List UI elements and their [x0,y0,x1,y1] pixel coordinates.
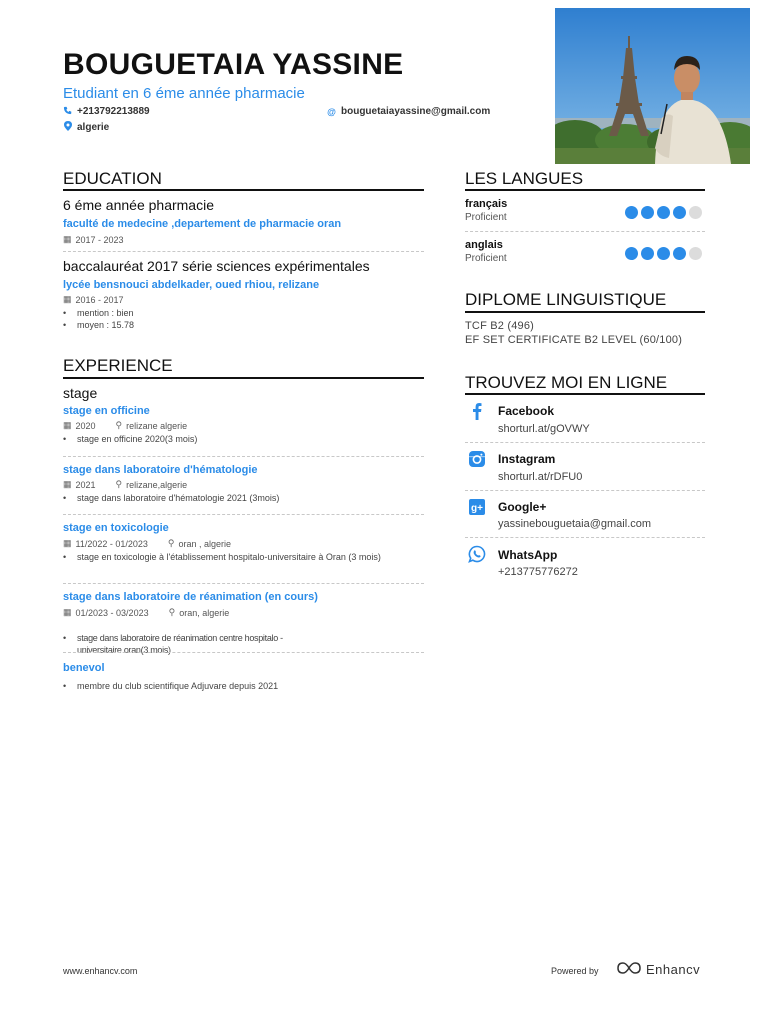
divider [63,514,424,515]
experience-meta [63,420,187,431]
experience-bullet: • stage en toxicologie à l'établissement hospitalo-universitaire à Oran (3 mois) [63,551,418,563]
location-text: oran, algerie [179,607,230,618]
social-link[interactable]: +213775776272 [498,566,578,578]
diplome-heading: DIPLOME LINGUISTIQUE [465,290,667,309]
dates-text: 2016 - 2017 [75,294,124,305]
education-bullet: • mention : bien [63,308,134,318]
social-name: Google+ [498,500,547,514]
location-pin-icon: ⚲ [168,607,176,617]
calendar-icon: ▦ [63,479,72,489]
location-pin-icon: ⚲ [167,538,175,548]
brand-name: Enhancv [646,962,701,977]
language-rating [625,206,702,219]
instagram-icon[interactable] [467,449,487,469]
email-contact[interactable] [327,106,490,117]
date-text: 01/2023 - 03/2023 [75,607,149,618]
social-name: WhatsApp [498,548,558,562]
date-text: 2020 [75,420,96,431]
social-name: Facebook [498,404,555,418]
divider [63,456,424,457]
language-level: Proficient [465,253,507,264]
education-dates [63,294,124,305]
experience-group: stage [63,385,98,401]
facebook-icon[interactable] [467,401,487,421]
experience-meta [63,607,229,618]
social-name: Instagram [498,452,556,466]
divider [63,652,424,653]
languages-heading: LES LANGUES [465,169,584,188]
rating-dot-filled [641,247,654,260]
diplome-line: TCF B2 (496) [465,320,535,332]
divider [63,583,424,584]
experience-title: stage en officine [63,405,150,417]
enhancv-logo[interactable] [616,962,700,977]
experience-bullet: • stage dans laboratoire d'hématologie 2021 (3mois) [63,493,279,503]
footer-url[interactable]: www.enhancv.com [63,966,138,976]
experience-title: stage dans laboratoire d'hématologie [63,464,258,476]
date-text: 11/2022 - 01/2023 [75,538,148,549]
online-rule [465,393,705,395]
education-school: lycée bensnouci abdelkader, oued rhiou, relizane [63,279,320,291]
google-plus-icon[interactable] [467,497,487,517]
experience-meta [63,538,231,549]
language-name: anglais [465,239,503,251]
experience-rule [63,377,424,379]
location-pin-icon: ⚲ [115,420,123,430]
calendar-icon: ▦ [63,607,72,617]
experience-meta [63,479,187,490]
rating-dot-empty [689,206,702,219]
location-text: relizane algerie [126,420,188,431]
divider [63,251,424,252]
experience-title: benevol [63,662,105,674]
phone-contact[interactable] [63,106,150,117]
experience-title: stage en toxicologie [63,522,169,534]
social-link[interactable]: shorturl.at/rDFU0 [498,471,583,483]
experience-bullet: • membre du club scientifique Adjuvare depuis 2021 [63,681,278,691]
education-degree: baccalauréat 2017 série sciences expérimentales [63,258,370,274]
social-link[interactable]: shorturl.at/gOVWY [498,423,590,435]
rating-dot-filled [625,247,638,260]
rating-dot-filled [625,206,638,219]
location-text: algerie [77,121,110,133]
education-dates [63,234,124,245]
infinity-icon [616,962,642,977]
diplome-line: EF SET CERTIFICATE B2 LEVEL (60/100) [465,334,683,346]
whatsapp-icon[interactable] [467,544,487,564]
phone-icon [63,106,72,117]
divider [465,231,705,232]
calendar-icon: ▦ [63,420,72,430]
rating-dot-filled [673,206,686,219]
divider [465,537,705,538]
calendar-icon: ▦ [63,538,72,548]
phone-number: +213792213889 [77,106,150,117]
dates-text: 2017 - 2023 [75,234,124,245]
rating-dot-empty [689,247,702,260]
online-heading: TROUVEZ MOI EN LIGNE [465,373,668,392]
candidate-title: Etudiant en 6 éme année pharmacie [63,85,305,102]
footer-powered: Powered by [551,966,599,976]
email-address: bouguetaiayassine@gmail.com [341,106,491,117]
location-pin-icon [63,121,72,133]
education-rule [63,189,424,191]
location-text: relizane,algerie [126,479,188,490]
rating-dot-filled [641,206,654,219]
education-degree: 6 éme année pharmacie [63,197,214,213]
rating-dot-filled [657,206,670,219]
experience-bullet: • stage en officine 2020(3 mois) [63,434,197,444]
date-text: 2021 [75,479,96,490]
experience-heading: EXPERIENCE [63,356,173,375]
education-bullet: • moyen : 15.78 [63,320,134,330]
svg-text:g+: g+ [471,503,483,514]
rating-dot-filled [657,247,670,260]
rating-dot-filled [673,247,686,260]
education-heading: EDUCATION [63,169,162,188]
calendar-icon: ▦ [63,234,72,244]
education-school: faculté de medecine ,departement de pharmacie oran [63,218,342,230]
language-rating [625,247,702,260]
at-icon: @ [327,106,336,117]
language-level: Proficient [465,212,507,223]
calendar-icon: ▦ [63,294,72,304]
experience-bullet: • stage dans laboratoire de réanimation centre hospitalo -universitaire oran(3 mois) [63,632,313,656]
language-name: français [465,198,508,210]
divider [465,442,705,443]
location-text: oran , algerie [178,538,232,549]
social-link[interactable]: yassinebouguetaia@gmail.com [498,518,652,530]
languages-rule [465,189,705,191]
profile-photo [555,8,750,164]
divider [465,490,705,491]
candidate-name: BOUGUETAIA YASSINE [63,48,404,81]
location-contact [63,121,109,133]
experience-title: stage dans laboratoire de réanimation (en cours) [63,591,318,603]
location-pin-icon: ⚲ [115,479,123,489]
diplome-rule [465,311,705,313]
